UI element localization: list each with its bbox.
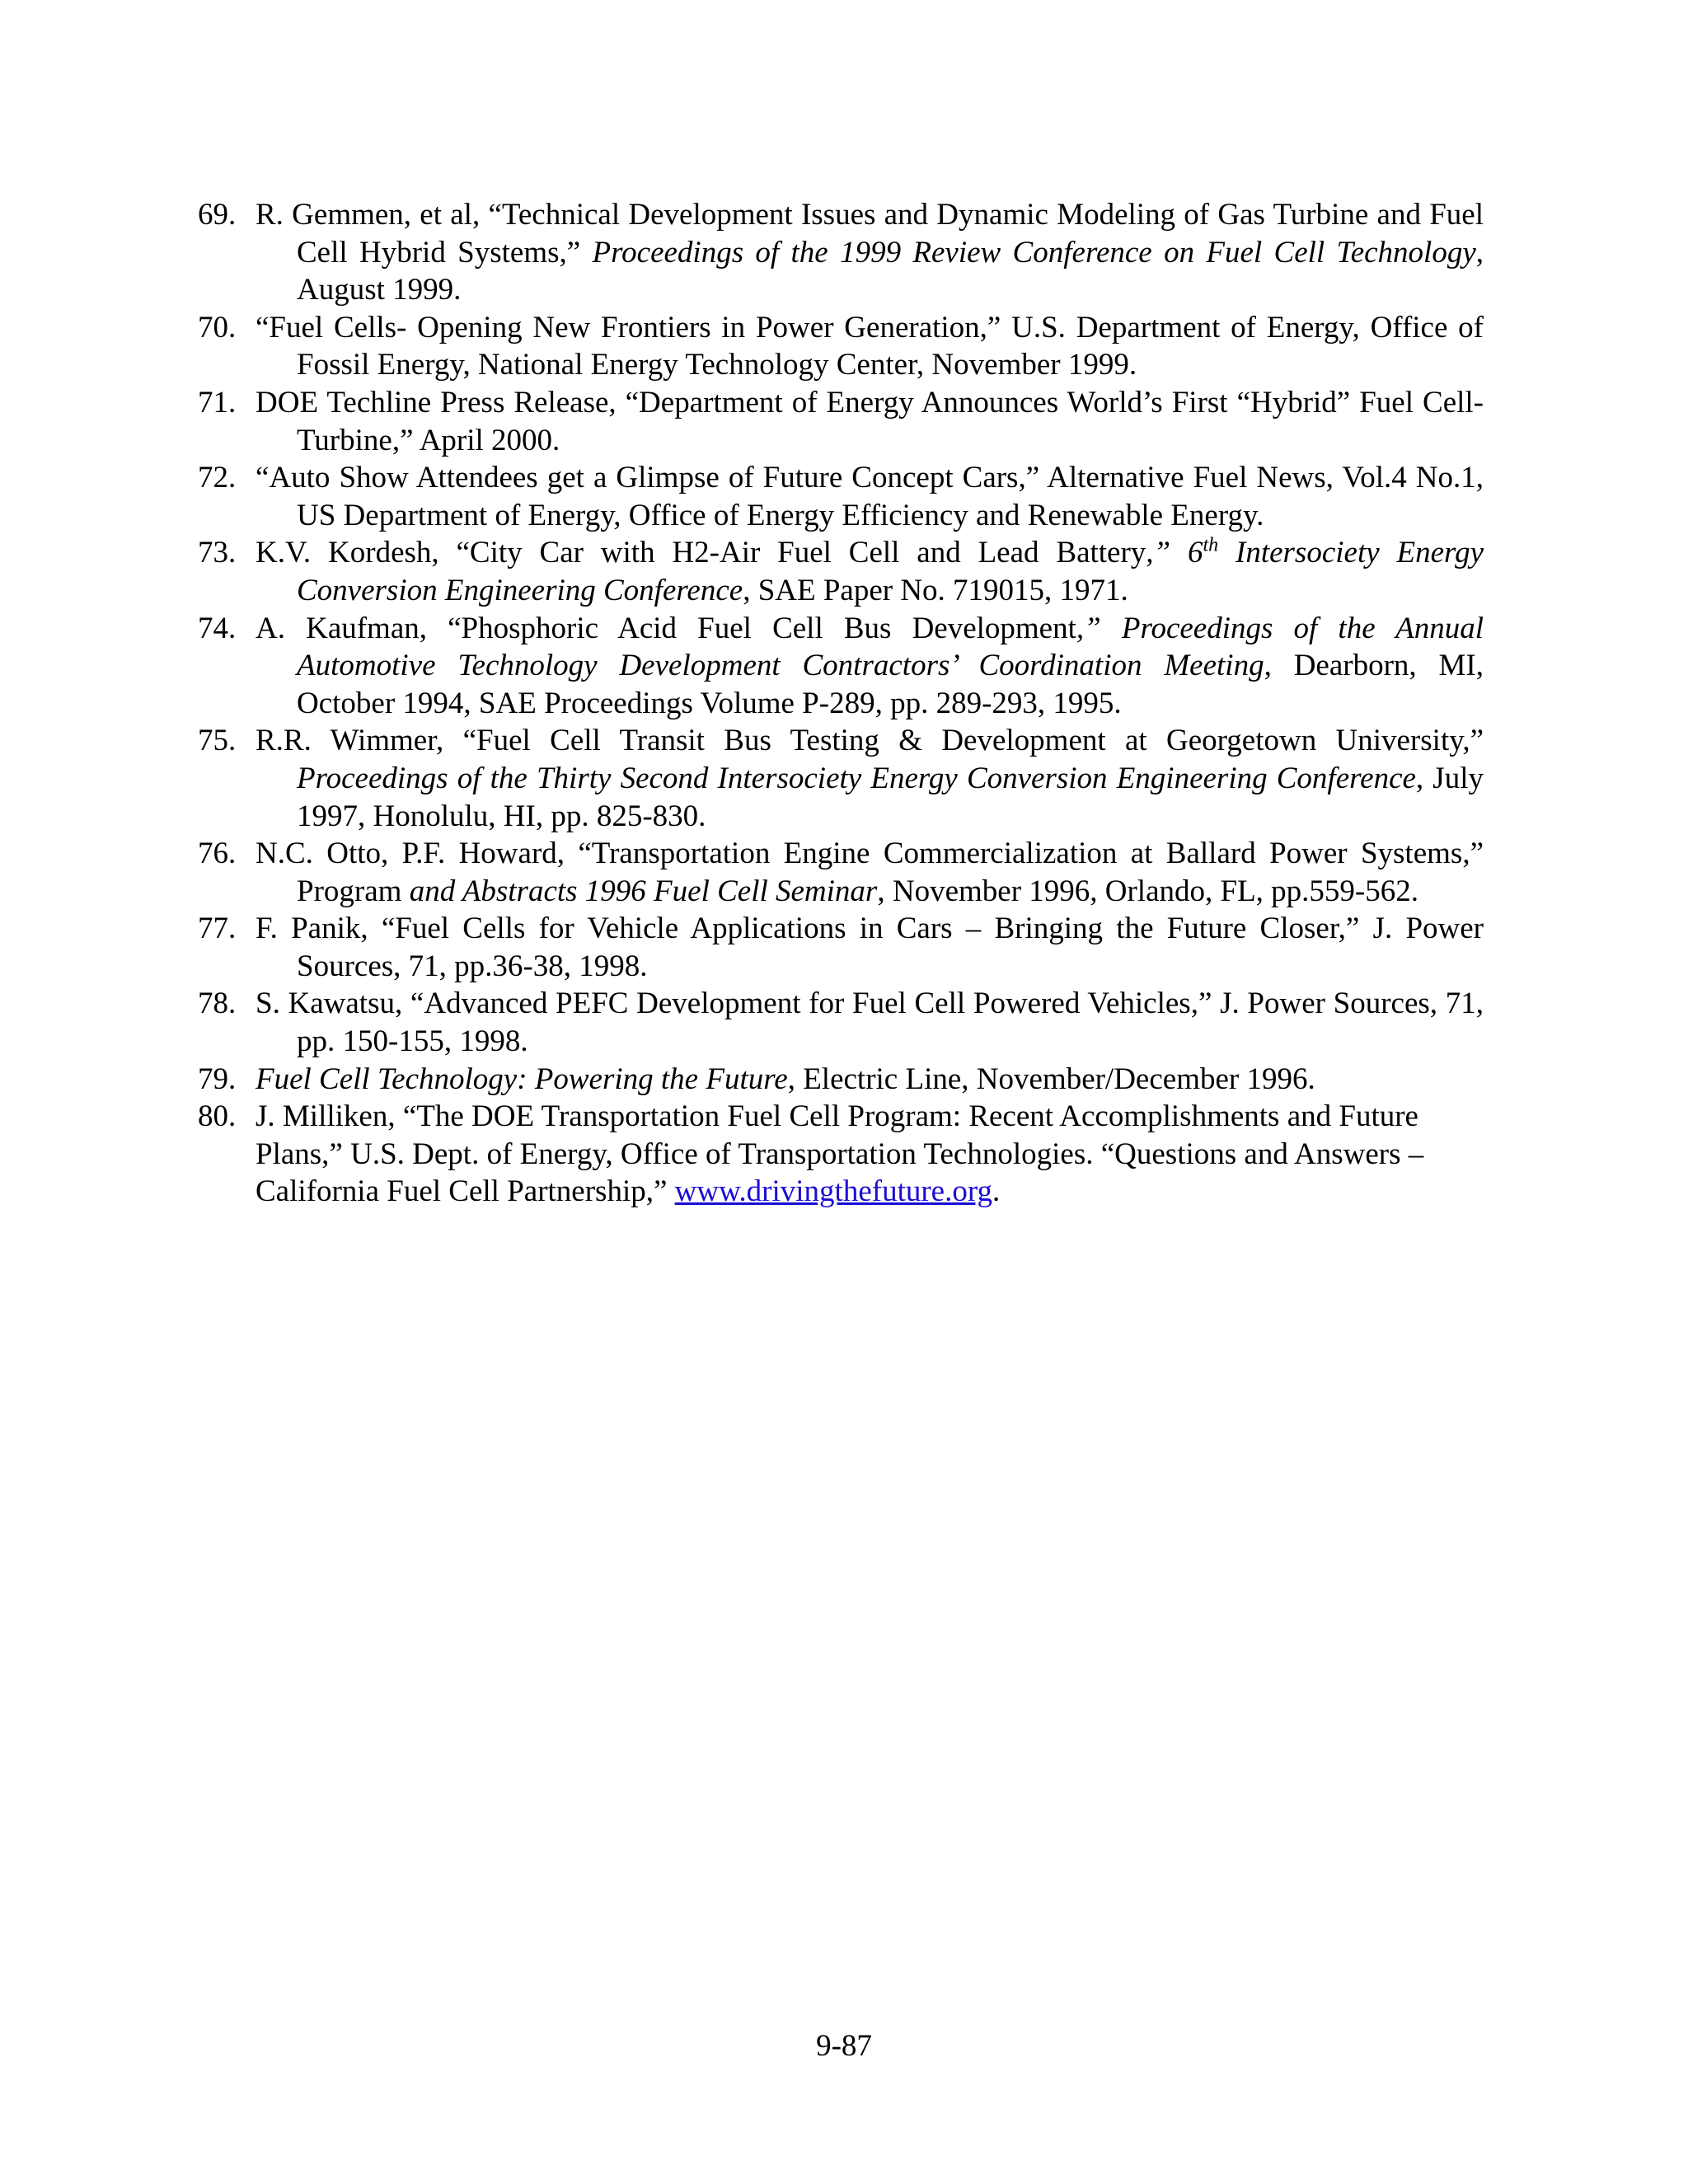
reference-text	[256, 1099, 1423, 1208]
reference-segment: “Fuel Cells- Opening New Frontiers in Power Generation,” U.S. Department of Energy, Office of Fossil Energy, National Energy Technology Center, November 1999.	[256, 310, 1484, 382]
reference-text	[256, 837, 1484, 908]
reference-text	[256, 461, 1484, 532]
reference-italic-segment: Proceedings of the 1999 Review Conference on Fuel Cell Technology	[592, 235, 1476, 269]
reference-link[interactable]: www.drivingthefuture.org	[674, 1174, 992, 1209]
reference-number: 69.	[198, 198, 237, 232]
reference-text	[256, 386, 1484, 457]
reference-italic-segment: ,” 6	[1146, 536, 1203, 570]
reference-segment: “Auto Show Attendees get a Glimpse of Future Concept Cars,” Alternative Fuel News, Vol.4 No.1, US Department of Energy, Office of Energy Efficiency and Renewable Energy.	[256, 461, 1484, 532]
reference-segment: , July 1997, Honolulu, HI, pp. 825-830.	[297, 761, 1484, 833]
reference-superscript: th	[1203, 535, 1219, 557]
reference-number: 71.	[198, 385, 237, 419]
reference-item	[198, 384, 1484, 459]
reference-number: 79.	[198, 1062, 237, 1096]
reference-item	[198, 722, 1484, 835]
reference-segment: .	[992, 1174, 1001, 1209]
reference-item	[198, 534, 1484, 609]
reference-text	[256, 536, 1484, 607]
reference-number: 70.	[198, 310, 237, 344]
reference-number: 76.	[198, 837, 237, 871]
reference-segment: , November 1996, Orlando, FL, pp.559-562.	[877, 874, 1419, 908]
reference-italic-segment: Intersociety Energy Conversion Engineering Conference	[297, 536, 1484, 607]
reference-number: 77.	[198, 912, 237, 946]
reference-segment: F. Panik, “Fuel Cells for Vehicle Applications in Cars – Bringing the Future Closer,” J. Power Sources, 71, pp.36-38, 1998.	[256, 912, 1484, 983]
reference-number: 73.	[198, 536, 237, 570]
reference-italic-segment: Proceedings of the Thirty Second Intersociety Energy Conversion Engineering Conference	[297, 761, 1416, 795]
reference-item	[198, 309, 1484, 384]
reference-number: 72.	[198, 461, 237, 495]
reference-item	[198, 459, 1484, 534]
reference-number: 75.	[198, 724, 237, 758]
reference-segment: , SAE Paper No. 719015, 1971.	[743, 573, 1128, 607]
reference-text	[256, 612, 1484, 720]
reference-segment: , August 1999.	[297, 235, 1484, 307]
reference-segment: R.R. Wimmer, “Fuel Cell Transit Bus Testing & Development at Georgetown University,”	[256, 724, 1484, 758]
reference-number: 80.	[198, 1099, 237, 1134]
reference-segment: , Dearborn, MI, October 1994, SAE Proceedings Volume P-289, pp. 289-293, 1995.	[297, 649, 1484, 720]
reference-segment: , Electric Line, November/December 1996.	[787, 1062, 1315, 1096]
reference-segment: S. Kawatsu, “Advanced PEFC Development for Fuel Cell Powered Vehicles,” J. Power Sources, 71, pp. 150-155, 1998.	[256, 987, 1484, 1059]
page-number: 9-87	[816, 2029, 872, 2063]
reference-item	[198, 1061, 1484, 1099]
reference-italic-segment: and Abstracts 1996 Fuel Cell Seminar	[409, 874, 878, 908]
reference-text	[256, 198, 1484, 307]
reference-item	[198, 985, 1484, 1060]
reference-segment: A. Kaufman, “Phosphoric Acid Fuel Cell Bus Development	[256, 611, 1076, 645]
reference-item	[198, 835, 1484, 910]
reference-segment: R. Gemmen, et al, “Technical Development Issues and Dynamic Modeling of Gas Turbine and Fuel Cell Hybrid Systems,”	[256, 198, 1484, 269]
reference-italic-segment: ,” Proceedings of the Annual Automotive Technology Development Contractors’ Coordination Meeting	[297, 611, 1484, 683]
reference-text	[256, 724, 1484, 832]
reference-number: 74.	[198, 611, 237, 645]
reference-text	[256, 987, 1484, 1058]
reference-item	[198, 910, 1484, 985]
reference-item	[198, 1098, 1484, 1211]
reference-segment: DOE Techline Press Release, “Department of Energy Announces World’s First “Hybrid” Fuel Cell-Turbine,” April 2000.	[256, 385, 1484, 457]
reference-text	[256, 1062, 1315, 1096]
reference-segment: K.V. Kordesh, “City Car with H2-Air Fuel Cell and Lead Battery	[256, 536, 1146, 570]
reference-text	[256, 311, 1484, 382]
reference-italic-segment: Fuel Cell Technology: Powering the Future	[256, 1062, 788, 1096]
reference-number: 78.	[198, 987, 237, 1021]
reference-text	[256, 912, 1484, 983]
reference-item	[198, 196, 1484, 309]
reference-item	[198, 610, 1484, 723]
reference-list	[198, 196, 1484, 1211]
reference-segment: J. Milliken, “The DOE Transportation Fuel Cell Program: Recent Accomplishments and Future Plans,” U.S. Dept. of Energy, Office of Transportation Technologies. “Questions and Answers – California Fuel Cell Partnership,”	[256, 1099, 1424, 1209]
reference-segment: N.C. Otto, P.F. Howard, “Transportation Engine Commercialization at Ballard Power Systems,” Program	[256, 837, 1484, 908]
